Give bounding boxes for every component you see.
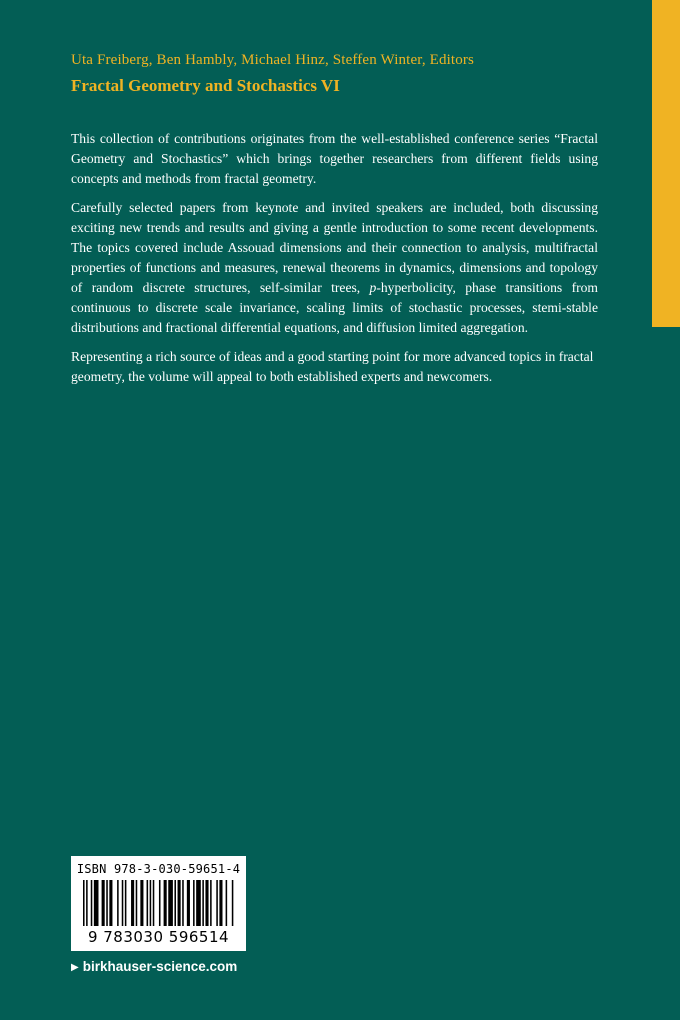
barcode-bar-29 — [219, 880, 222, 926]
barcode-bar-0 — [83, 880, 85, 926]
barcode-bar-30 — [226, 880, 228, 926]
blurb-paragraph-1: This collection of contributions originates from the well-established conference series “Fractal Geometry and Stochastics” which brings together researchers from different fields using concepts and methods from fractal geometry. — [71, 131, 598, 186]
barcode-bar-20 — [178, 880, 181, 926]
isbn-text: ISBN 978-3-030-59651-4 — [76, 862, 241, 876]
accent-bar — [652, 0, 680, 327]
barcode-bar-25 — [202, 880, 204, 926]
barcode-bar-17 — [164, 880, 167, 926]
barcode-bar-31 — [232, 880, 234, 926]
editors-line: Uta Freiberg, Ben Hambly, Michael Hinz, Steffen Winter, Editors — [71, 52, 475, 68]
blurb-italic-p: p — [369, 280, 377, 295]
barcode-bar-5 — [106, 880, 108, 926]
barcode-bar-16 — [159, 880, 161, 926]
barcode-bar-26 — [205, 880, 208, 926]
website-link[interactable] — [71, 958, 237, 977]
barcode-bar-14 — [150, 880, 152, 926]
barcode-bar-3 — [94, 880, 99, 926]
barcode-bar-11 — [136, 880, 138, 926]
barcode-bar-22 — [187, 880, 190, 926]
barcode-bar-27 — [210, 880, 212, 926]
website-text: birkhauser-science.com — [82, 959, 238, 974]
barcode-bar-21 — [182, 880, 184, 926]
barcode-bar-4 — [102, 880, 105, 926]
barcode-bar-1 — [86, 880, 88, 926]
barcode-bar-7 — [117, 880, 119, 926]
barcode-bar-24 — [196, 880, 201, 926]
barcode-bar-6 — [109, 880, 112, 926]
blurb-paragraph-2-part-2: -hyperbolicity, phase transitions from continuous to discrete scale invariance, scaling limits of stochastic processes, stemi-stable distributions and fractional differential equations, and diffusion limited aggregation. — [71, 280, 598, 335]
blurb-paragraph-3: Representing a rich source of ideas and a good starting point for more advanced topics in fractal geometry, the volume will appeal to both established experts and newcomers. — [71, 349, 594, 384]
barcode-bar-8 — [122, 880, 124, 926]
barcode-bar-12 — [140, 880, 143, 926]
book-title: Fractal Geometry and Stochastics VI — [71, 76, 340, 95]
ean-digits: 9 783030 596514 — [87, 928, 230, 946]
barcode-bars — [81, 880, 236, 930]
barcode-bar-28 — [216, 880, 218, 926]
blurb-paragraph-2-part-1: Carefully selected papers from keynote and invited speakers are included, both discussing exciting new trends and results and giving a gentle introduction to some recent developments. The topics covered include Assouad dimensions and their connection to analysis, multifractal properties of functions and measures, renewal theorems in dynamics, dimensions and topology of random discrete structures, self-similar trees, — [71, 200, 598, 295]
barcode-bar-10 — [131, 880, 134, 926]
barcode-box — [71, 856, 246, 951]
barcode-bar-2 — [91, 880, 93, 926]
blurb — [71, 129, 598, 396]
barcode-bar-18 — [168, 880, 173, 926]
barcode-bar-19 — [174, 880, 176, 926]
blurb-paragraph-2 — [71, 198, 598, 338]
barcode-bar-13 — [147, 880, 149, 926]
play-triangle-icon: ▶ — [71, 962, 79, 973]
barcode-bar-9 — [125, 880, 127, 926]
barcode-bar-15 — [153, 880, 155, 926]
barcode-bar-23 — [193, 880, 195, 926]
